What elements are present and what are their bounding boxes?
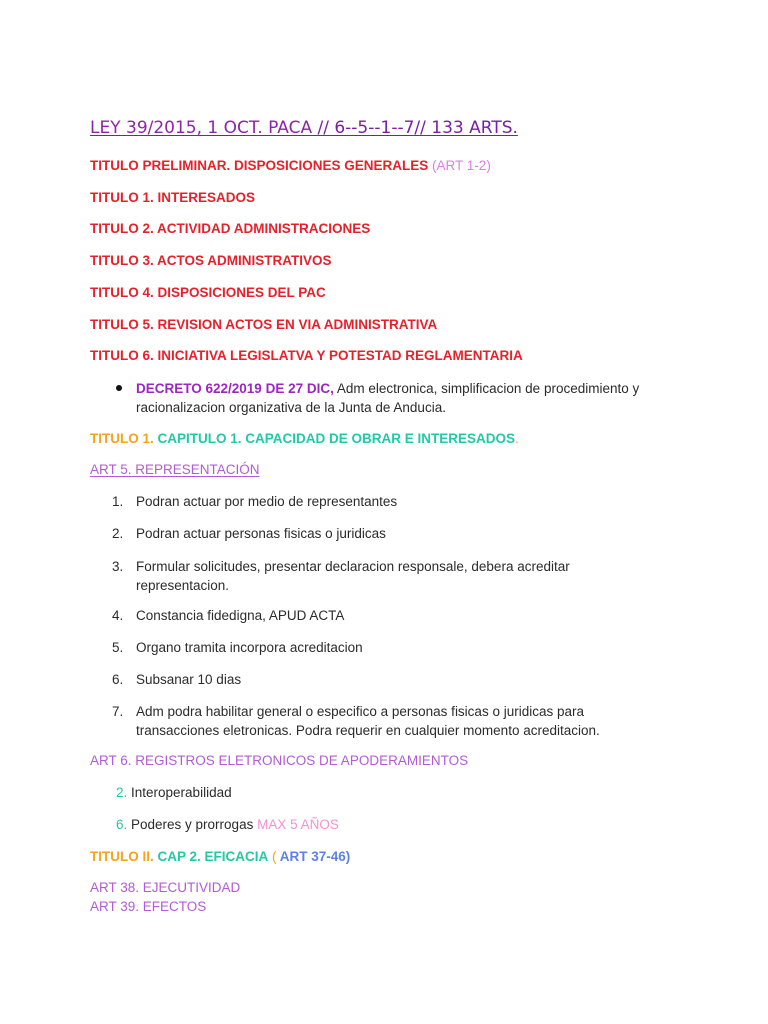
art6-item-6-num: 6. [116,817,128,832]
art5-item-7-num: 7. [112,704,124,719]
art5-item-5-num: 5. [112,640,124,655]
art5-item-4-num: 4. [112,608,124,623]
art6-heading: ART 6. REGISTROS ELETRONICOS DE APODERAMIENTOS [90,753,469,768]
art5-heading[interactable]: ART 5. REPRESENTACIÓN [90,462,260,477]
titulo-preliminar-ref: (ART 1-2) [432,158,491,173]
decreto-text: Adm electronica, simplificacion de procedimiento y racionalizacion organizativa de la Junta de Anducia. [136,381,640,415]
cap2-ref: ART 37-46) [276,849,351,864]
art5-item-6: Subsanar 10 dias [136,672,242,687]
titulo-4: TITULO 4. DISPOSICIONES DEL PAC [90,285,326,300]
art5-item-4: Constancia fidedigna, APUD ACTA [136,608,345,623]
cap1-dot: . [515,431,519,446]
decreto-paragraph [136,379,676,417]
cap2-label: CAP 2. EFICACIA [153,849,269,864]
bullet-icon [116,385,122,391]
art5-item-3: Formular solicitudes, presentar declaracion responsale, debera acreditar representacion. [136,559,570,593]
art6-item-2-text: Interoperabilidad [127,785,232,800]
art5-item-3-num: 3. [112,559,124,574]
cap2-titulo: TITULO II. [90,849,154,864]
art5-item-5: Organo tramita incorpora acreditacion [136,640,363,655]
art6-item-2-num: 2. [116,785,128,800]
titulo-3: TITULO 3. ACTOS ADMINISTRATIVOS [90,253,332,268]
titulo-2-cap-2 [90,849,350,864]
titulo-2: TITULO 2. ACTIVIDAD ADMINISTRACIONES [90,221,371,236]
titulo-6: TITULO 6. INICIATIVA LEGISLATVA Y POTESTAD REGLAMENTARIA [90,348,523,363]
titulo-5: TITULO 5. REVISION ACTOS EN VIA ADMINISTRATIVA [90,317,438,332]
art5-item-2-num: 2. [112,526,124,541]
art6-item-6-max: MAX 5 AÑOS [257,817,339,832]
art5-item-6-num: 6. [112,672,124,687]
art6-item-2 [116,785,232,800]
law-title-rest: // 6--5--1--7// 133 ARTS. [317,118,518,138]
art38: ART 38. EJECUTIVIDAD [90,880,241,895]
art5-item-1: Podran actuar por medio de representantes [136,494,398,509]
law-title [90,118,518,138]
law-title-main: LEY 39/2015, 1 OCT. PACA [90,118,318,138]
titulo-1-capitulo-1 [90,431,519,446]
cap1-label: CAPITULO 1. CAPACIDAD DE OBRAR E INTERESADOS [153,431,516,446]
art6-item-6 [116,817,339,832]
titulo-preliminar [90,158,491,173]
titulo-preliminar-label: TITULO PRELIMINAR. DISPOSICIONES GENERALES [90,158,429,173]
art6-item-6-text: Poderes y prorrogas [127,817,258,832]
decreto-label: DECRETO 622/2019 DE 27 DIC, [136,381,334,396]
art5-item-7: Adm podra habilitar general o especifico a personas fisicas o juridicas para transacciones eletronicas. Podra requerir en cualquier momento acreditacion. [136,704,600,738]
cap2-paren: ( [268,849,277,864]
art5-item-2: Podran actuar personas fisicas o juridicas [136,526,386,541]
art39: ART 39. EFECTOS [90,899,207,914]
titulo-1: TITULO 1. INTERESADOS [90,190,256,205]
cap1-titulo: TITULO 1. [90,431,154,446]
art5-item-1-num: 1. [112,494,124,509]
